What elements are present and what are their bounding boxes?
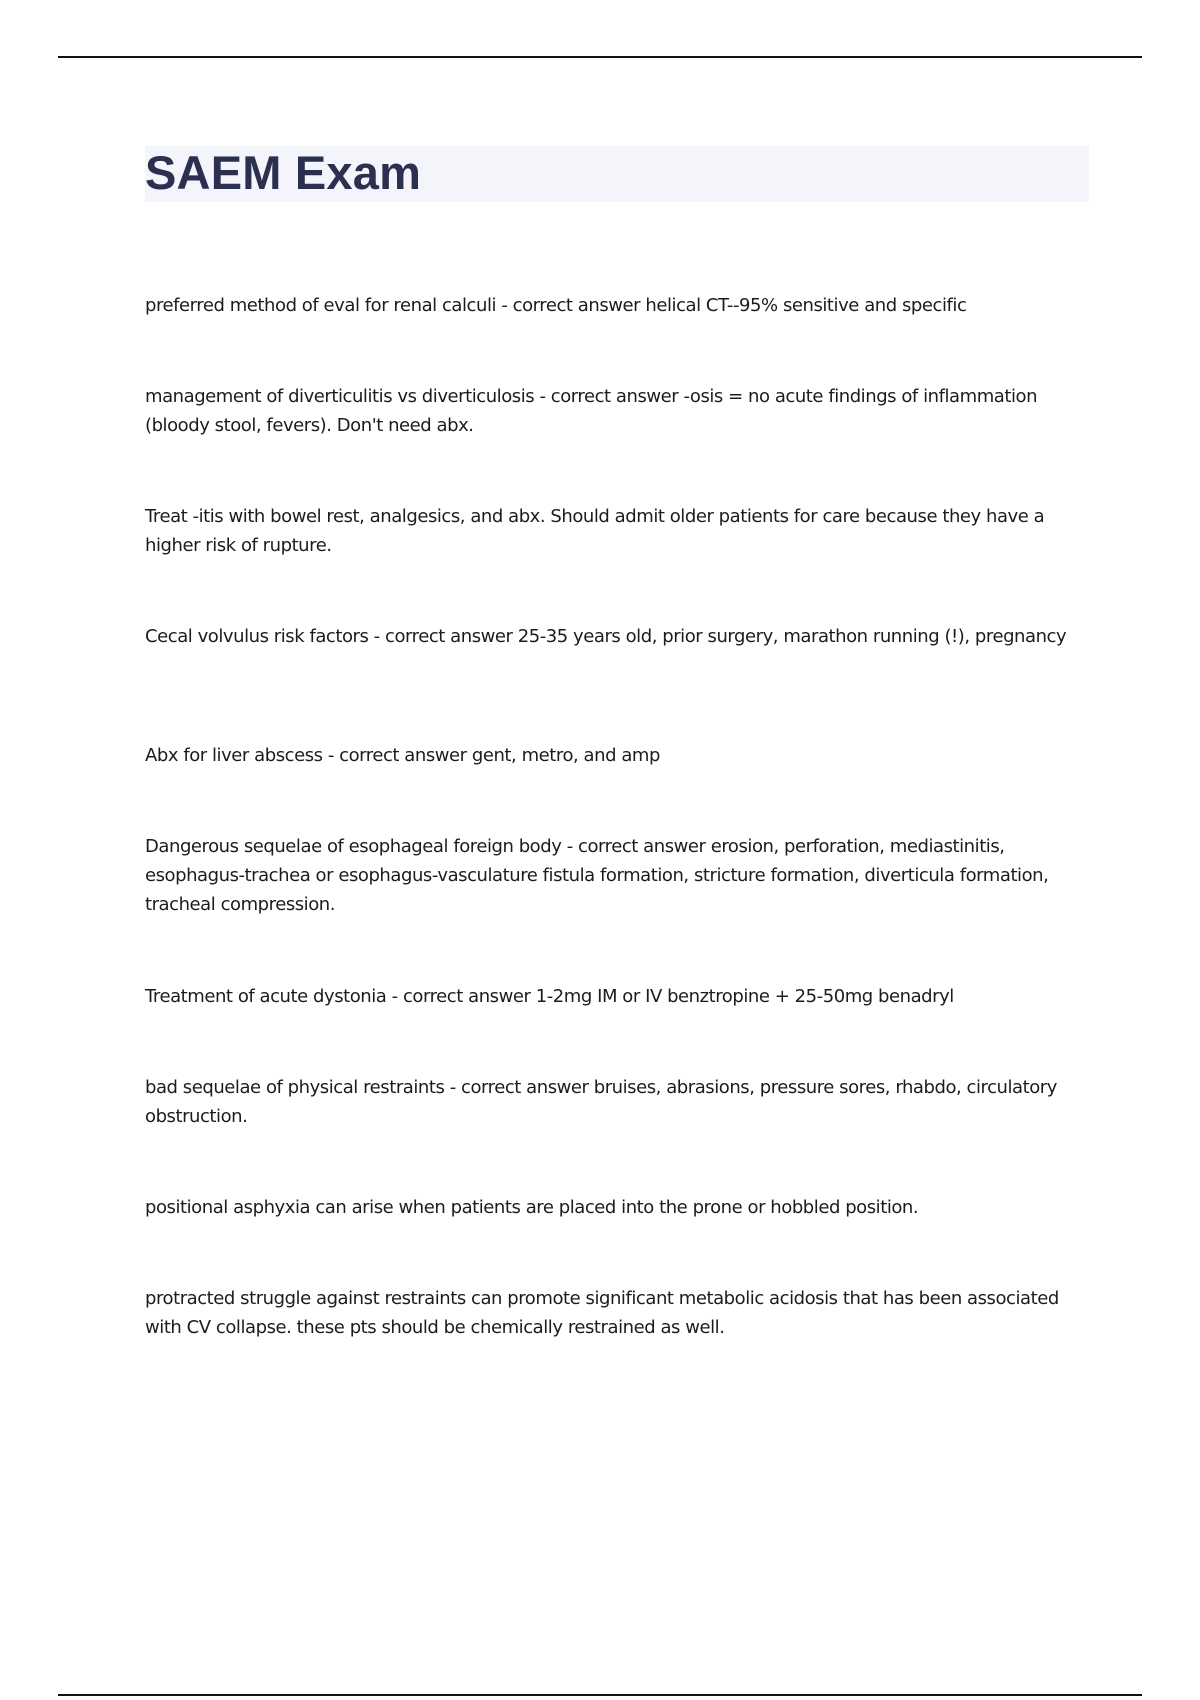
top-divider [58, 56, 1142, 58]
flashcard-2: management of diverticulitis vs diverticulosis - correct answer -osis = no acute findings of inflammation (bloody stool, fevers). Don't need abx. [145, 386, 1038, 436]
flashcard-9: positional asphyxia can arise when patients are placed into the prone or hobbled position. [145, 1197, 919, 1218]
flashcard-8: bad sequelae of physical restraints - correct answer bruises, abrasions, pressure sores, rhabdo, circulatory obstruction. [145, 1077, 1057, 1127]
flashcard-6: Dangerous sequelae of esophageal foreign body - correct answer erosion, perforation, mediastinitis, esophagus-trachea or esophagus-vasculature fistula formation, stricture formation, diverticula formation, tracheal compression. [145, 836, 1049, 915]
flashcard-3: Treat -itis with bowel rest, analgesics, and abx. Should admit older patients for care because they have a higher risk of rupture. [145, 506, 1045, 556]
flashcard-4: Cecal volvulus risk factors - correct answer 25-35 years old, prior surgery, marathon running (!), pregnancy [145, 626, 1067, 647]
document-title: SAEM Exam [145, 146, 422, 199]
flashcard-7: Treatment of acute dystonia - correct answer 1-2mg IM or IV benztropine + 25-50mg benadryl [145, 986, 954, 1007]
flashcard-1: preferred method of eval for renal calculi - correct answer helical CT--95% sensitive and specific [145, 295, 967, 316]
flashcard-5: Abx for liver abscess - correct answer gent, metro, and amp [145, 745, 660, 766]
bottom-divider [58, 1694, 1142, 1696]
flashcard-10: protracted struggle against restraints can promote significant metabolic acidosis that has been associated with CV collapse. these pts should be chemically restrained as well. [145, 1288, 1059, 1338]
